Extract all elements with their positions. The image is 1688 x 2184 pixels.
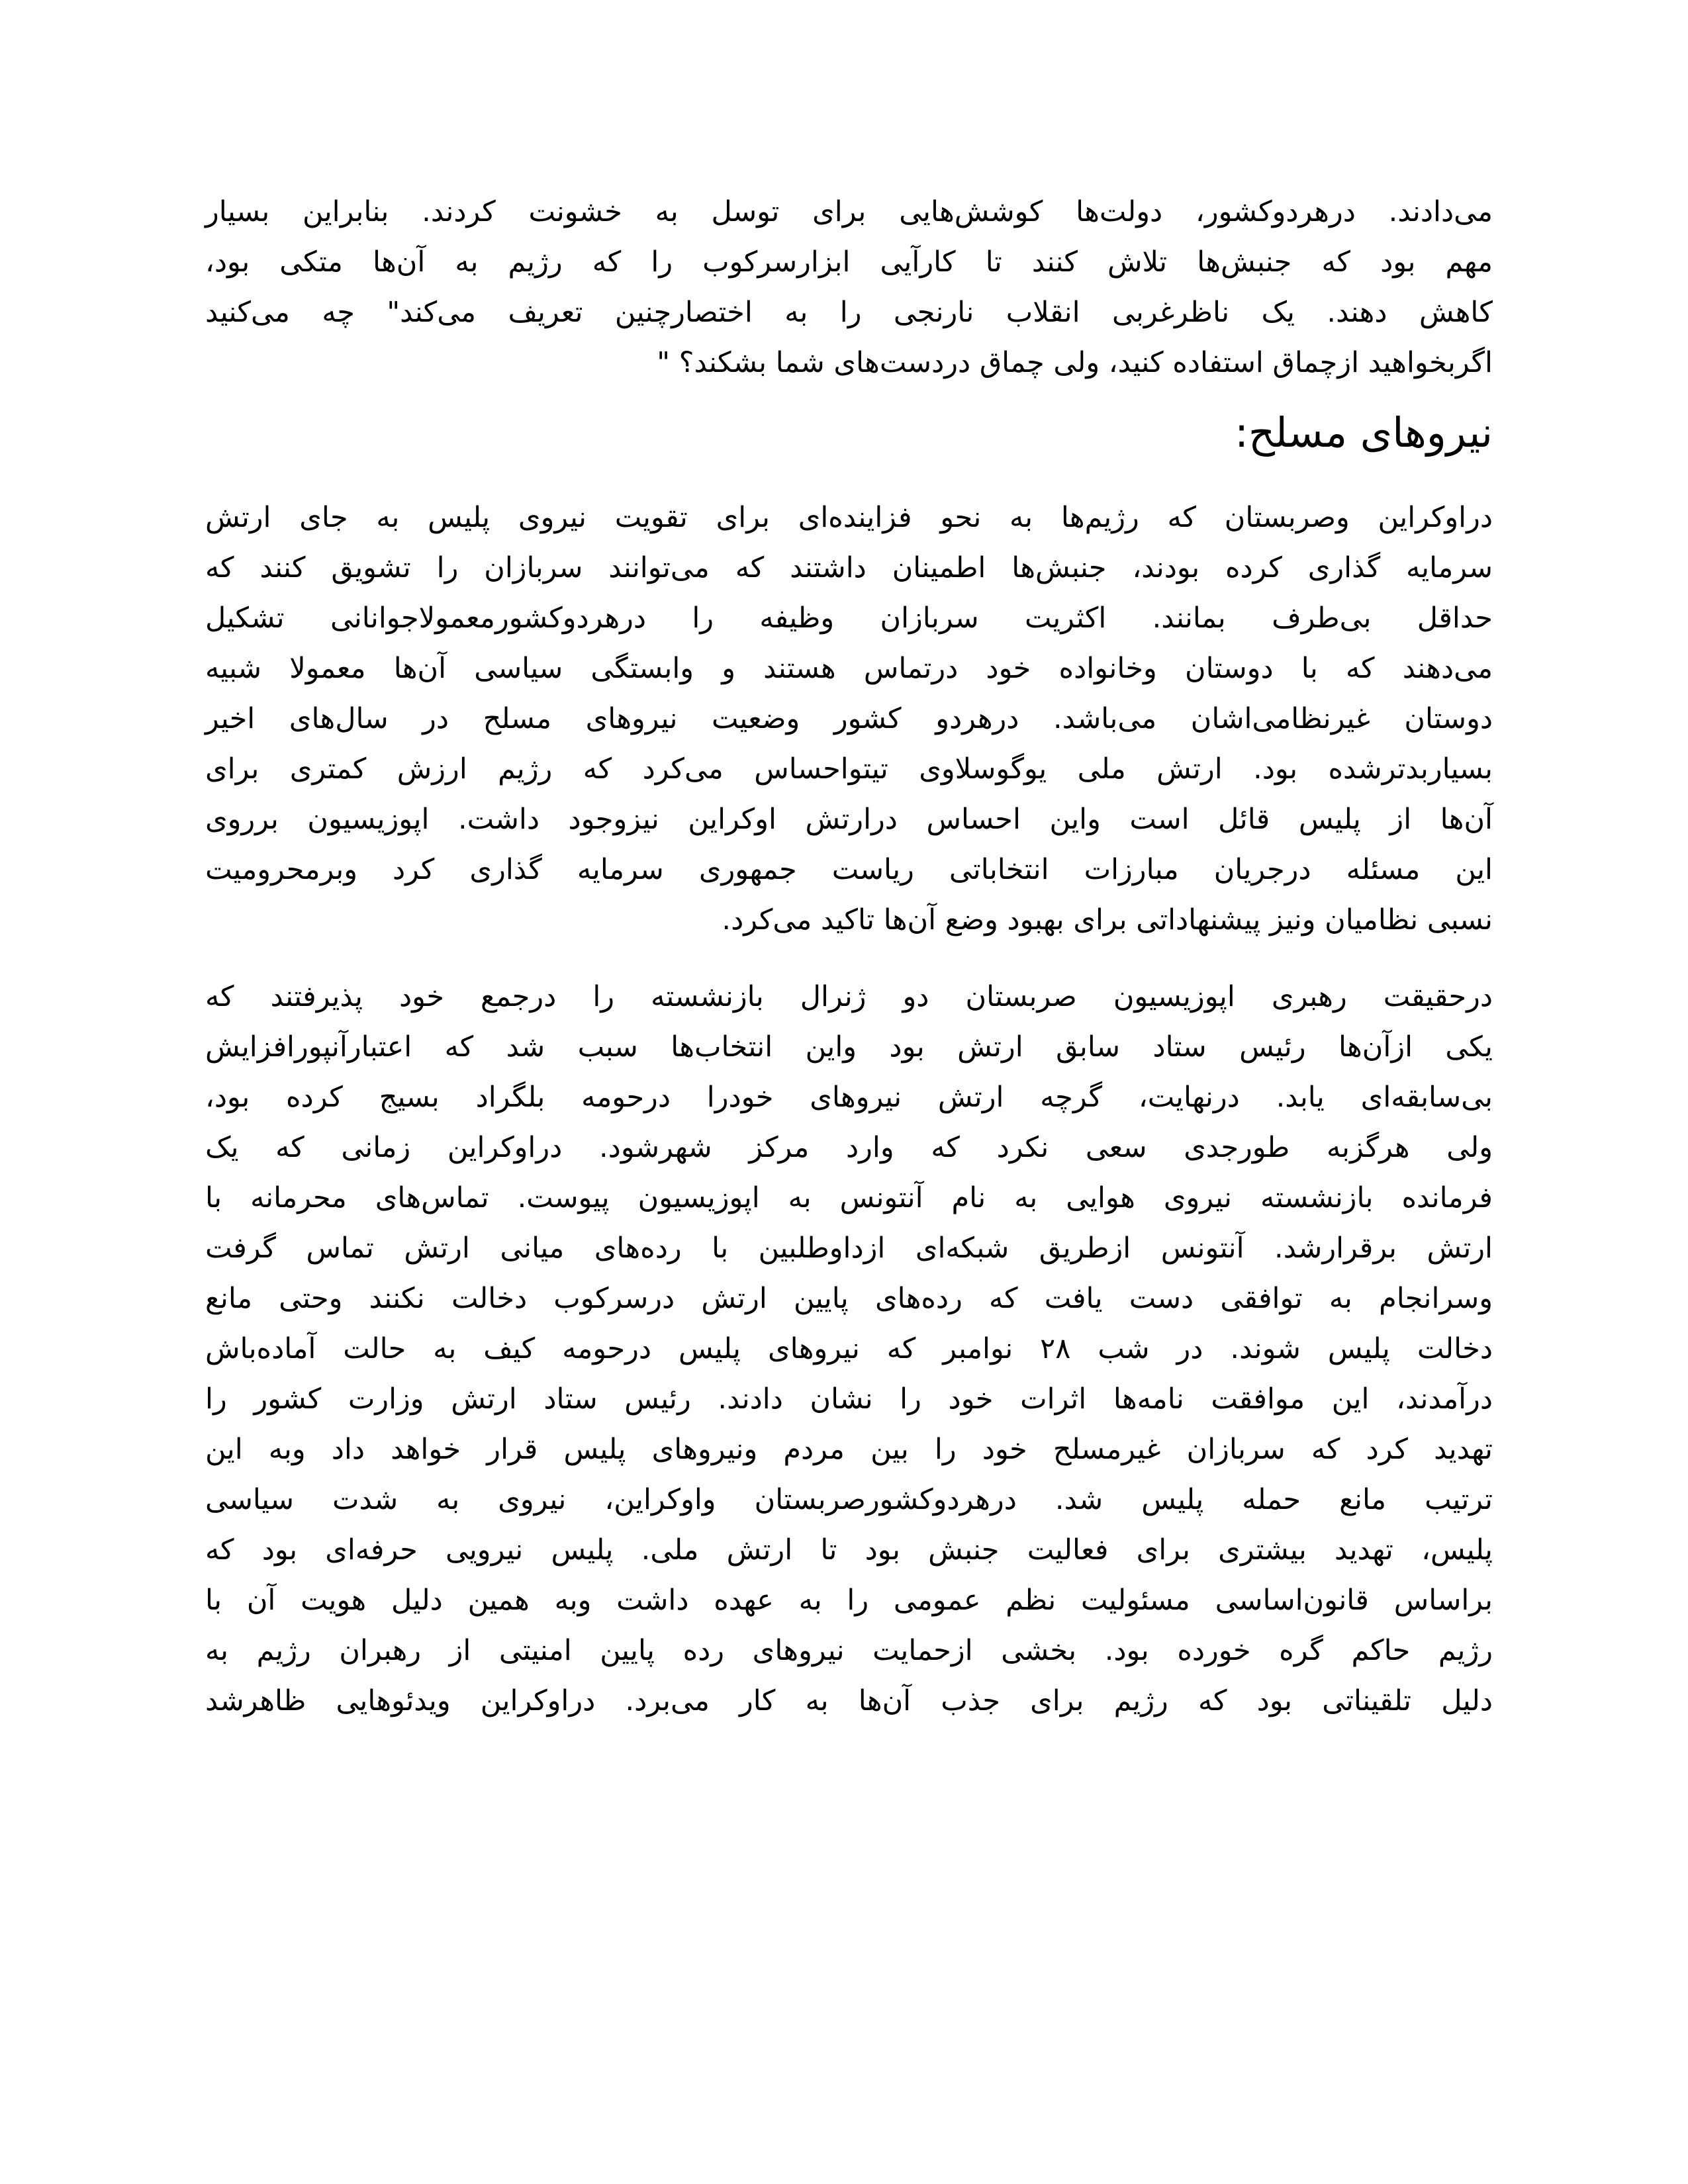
intro-paragraph [205,187,1493,388]
text-line: نسبی نظامیان ونیز پیشنهاداتی برای بهبود وضع آن‌ها تاکید می‌کرد. [722,903,1493,936]
text-line: آن‌ها از پلیس قائل است واین احساس درارتش اوکراین نیزوجود داشت. اپوزیسیون برروی [205,803,1493,836]
text-line: مهم بود که جنبش‌ها تلاش کنند تا کارآیی ابزارسرکوب را که رژیم به آن‌ها متکی بود، [205,246,1493,279]
text-line: کاهش دهند. یک ناظرغربی انقلاب نارنجی را به اختصارچنین تعریف می‌کند" چه می‌کنید [205,296,1493,329]
text-line: می‌دهند که با دوستان وخانواده خود درتماس هستند و وابستگی سیاسی آن‌ها معمولا شبیه [205,652,1493,685]
text-line: حداقل بی‌طرف بمانند. اکثریت سربازان وظیفه را درهردوکشورمعمولاجوانانی تشکیل [205,602,1493,635]
paragraph-armed-forces-1 [205,492,1493,945]
text-line: رژیم حاکم گره خورده بود. بخشی ازحمایت نیروهای رده پایین امنیتی از رهبران رژیم به [205,1634,1493,1667]
text-line: دراوکراین وصربستان که رژیم‌ها به نحو فزاینده‌ای برای تقویت نیروی پلیس به جای ارتش [205,501,1493,534]
text-line: تهدید کرد که سربازان غیرمسلح خود را بین مردم ونیروهای پلیس قرار خواهد داد وبه این [205,1433,1493,1466]
paragraph-armed-forces-2 [205,972,1493,1726]
text-line: این مسئله درجریان مبارزات انتخاباتی ریاست جمهوری سرمایه گذاری کرد وبرمحرومیت [205,853,1493,886]
text-line: ولی هرگزبه طورجدی سعی نکرد که وارد مرکز شهرشود. دراوکراین زمانی که یک [205,1131,1493,1164]
text-line: اگربخواهید ازچماق استفاده کنید، ولی چماق دردست‌های شما بشکند؟ " [657,346,1493,379]
text-line: سرمایه گذاری کرده بودند، جنبش‌ها اطمینان داشتند که می‌توانند سربازان را تشویق کنند که [205,551,1493,584]
text-line: پلیس، تهدید بیشتری برای فعالیت جنبش بود تا ارتش ملی. پلیس نیرویی حرفه‌ای بود که [205,1533,1493,1567]
text-line: یکی ازآن‌ها رئیس ستاد سابق ارتش بود واین انتخاب‌ها سبب شد که اعتبارآنپورافزایش [205,1030,1493,1064]
document-page [205,187,1493,1726]
text-line: براساس قانون‌اساسی مسئولیت نظم عمومی را به عهده داشت وبه همین دلیل هویت آن با [205,1584,1493,1617]
text-line: درحقیقت رهبری اپوزیسیون صربستان دو ژنرال بازنشسته را درجمع خود پذیرفتند که [205,980,1493,1013]
text-line: بسیاربدترشده بود. ارتش ملی یوگوسلاوی تیتواحساس می‌کرد که رژیم ارزش کمتری برای [205,752,1493,786]
text-line: ارتش برقرارشد. آنتونس ازطریق شبکه‌ای ازداوطلبین با رده‌های میانی ارتش تماس گرفت [205,1232,1493,1265]
section-heading: نیروهای مسلح: [1235,408,1493,457]
text-line: می‌دادند. درهردوکشور، دولت‌ها کوشش‌هایی برای توسل به خشونت کردند. بنابراین بسیار [205,195,1493,228]
text-line: دلیل تلقیناتی بود که رژیم برای جذب آن‌ها به کار می‌برد. دراوکراین ویدئوهایی ظاهرشد [205,1684,1493,1717]
paragraph-spacer [205,945,1493,972]
text-line: درآمدند، این موافقت نامه‌ها اثرات خود را نشان دادند. رئیس ستاد ارتش وزارت کشور را [205,1383,1493,1416]
text-line: وسرانجام به توافقی دست یافت که رده‌های پایین ارتش درسرکوب دخالت نکنند وحتی مانع [205,1282,1493,1315]
text-line: فرمانده بازنشسته نیروی هوایی به نام آنتونس به اپوزیسیون پیوست. تماس‌های محرمانه با [205,1181,1493,1214]
text-line: بی‌سابقه‌ای یابد. درنهایت، گرچه ارتش نیروهای خودرا درحومه بلگراد بسیج کرده بود، [205,1081,1493,1114]
text-line: دخالت پلیس شوند. در شب ۲۸ نوامبر که نیروهای پلیس درحومه کیف به حالت آماده‌باش [205,1332,1493,1365]
text-line: دوستان غیرنظامی‌اشان می‌باشد. درهردو کشور وضعیت نیروهای مسلح در سال‌های اخیر [205,702,1493,735]
text-line: ترتیب مانع حمله پلیس شد. درهردوکشورصربستان واوکراین، نیروی به شدت سیاسی [205,1483,1493,1516]
